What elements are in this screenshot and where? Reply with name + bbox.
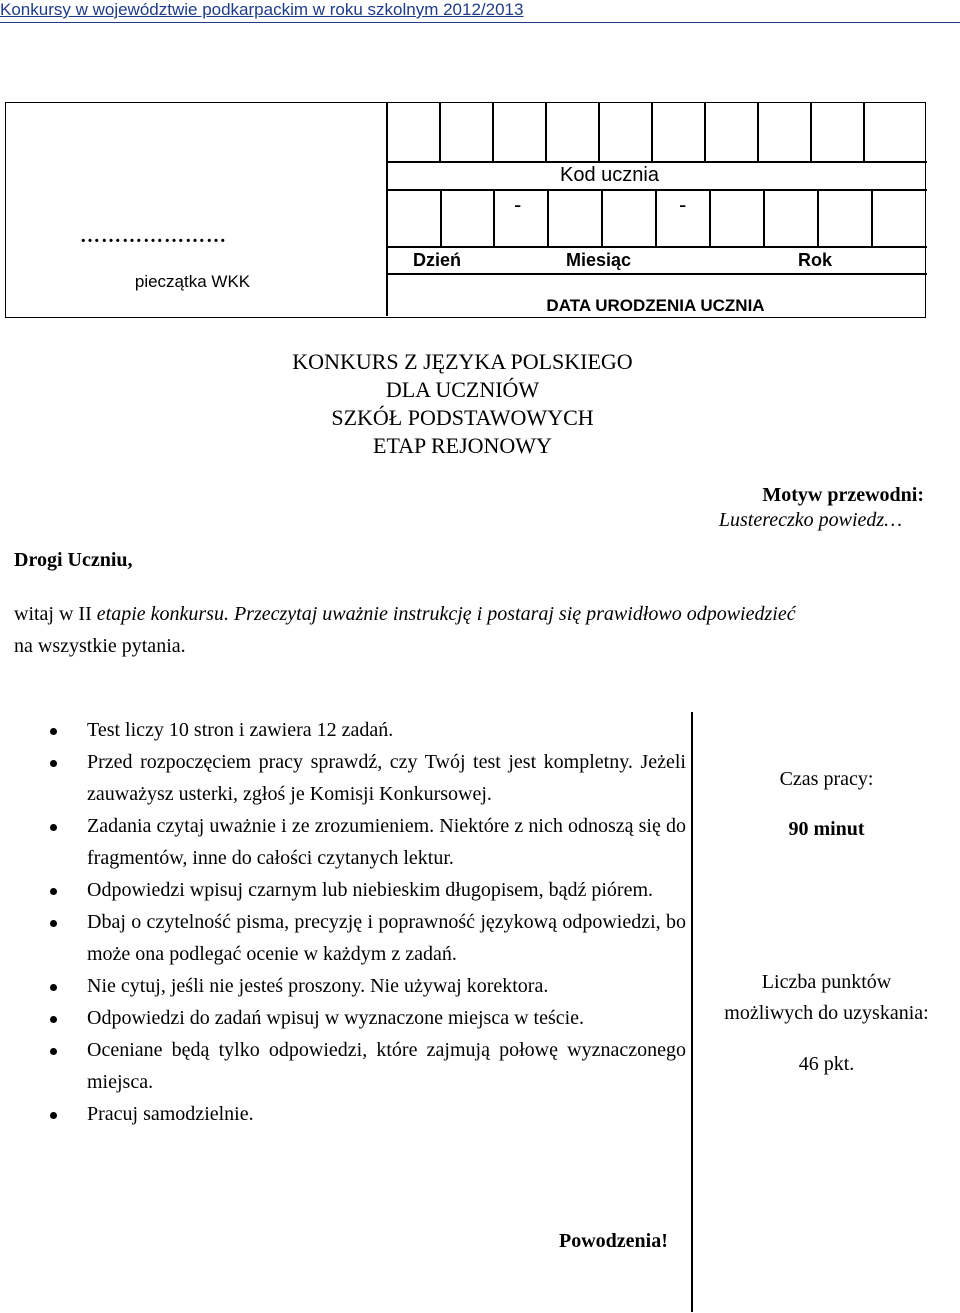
stamp-placeholder: ………………… (80, 225, 227, 247)
date-separator: - (514, 192, 522, 217)
time-value: 90 minut (788, 818, 865, 840)
contest-title (160, 348, 765, 460)
time-label: Czas pracy: (779, 768, 874, 790)
bullet-icon (50, 984, 57, 991)
closing-text: Powodzenia! (559, 1230, 668, 1252)
motto-label: Motyw przewodni: (762, 484, 924, 506)
form-divider (386, 246, 927, 248)
intro-paragraph: witaj w II etapie konkursu. Przeczytaj uważnie instrukcję i postaraj się prawidłowo odpowiedzieć na wszystkie pytania. (14, 603, 796, 657)
list-item: Odpowiedzi wpisuj czarnym lub niebieskim długopisem, bądź piórem. (46, 874, 686, 906)
year-label: Rok (798, 250, 833, 270)
title-line: KONKURS Z JĘZYKA POLSKIEGO (292, 349, 633, 374)
motto-text: Lustereczko powiedz… (718, 509, 902, 531)
student-code-label: Kod ucznia (560, 164, 659, 186)
bullet-icon (50, 1048, 57, 1055)
date-separator: - (679, 192, 687, 217)
bullet-icon (50, 1112, 57, 1119)
form-divider (386, 103, 388, 316)
day-label: Dzień (413, 250, 462, 270)
bullet-icon (50, 728, 57, 735)
list-item: Oceniane będą tylko odpowiedzi, które zajmują połowę wyznaczonego miejsca. (46, 1034, 686, 1098)
stamp-label: pieczątka WKK (134, 272, 251, 291)
list-item: Pracuj samodzielnie. (46, 1098, 686, 1130)
list-item: Odpowiedzi do zadań wpisuj w wyznaczone miejsca w teście. (46, 1002, 686, 1034)
title-line: DLA UCZNIÓW (385, 377, 540, 402)
bullet-icon (50, 888, 57, 895)
greeting: Drogi Uczniu, (14, 549, 133, 571)
list-item: Przed rozpoczęciem pracy sprawdź, czy Twój test jest kompletny. Jeżeli zauważysz usterki, zgłoś je Komisji Konkursowej. (46, 746, 686, 810)
bullet-icon (50, 760, 57, 767)
title-line: ETAP REJONOWY (373, 433, 552, 458)
form-divider (386, 189, 927, 191)
points-value: 46 pkt. (798, 1053, 855, 1075)
instructions-list (46, 714, 686, 1130)
title-line: SZKÓŁ PODSTAWOWYCH (331, 405, 594, 430)
header-link[interactable]: Konkursy w województwie podkarpackim w roku szkolnym 2012/2013 (0, 0, 524, 19)
bullet-icon (50, 1016, 57, 1023)
bullet-icon (50, 920, 57, 927)
month-label: Miesiąc (566, 250, 632, 270)
list-item: Zadania czytaj uważnie i ze zrozumieniem. Niektóre z nich odnoszą się do fragmentów, inne do całości czytanych lektur. (46, 810, 686, 874)
birthdate-label: DATA URODZENIA UCZNIA (546, 296, 765, 315)
bullet-icon (50, 824, 57, 831)
form-divider (386, 273, 927, 275)
points-label: możliwych do uzyskania: (724, 1002, 929, 1024)
form-divider (386, 161, 927, 163)
list-item: Nie cytuj, jeśli nie jesteś proszony. Nie używaj korektora. (46, 970, 686, 1002)
list-item: Test liczy 10 stron i zawiera 12 zadań. (46, 714, 686, 746)
points-label: Liczba punktów (761, 971, 892, 993)
list-item: Dbaj o czytelność pisma, precyzję i poprawność językową odpowiedzi, bo może ona podlegać ocenie w każdym z zadań. (46, 906, 686, 970)
header-divider (0, 22, 960, 23)
